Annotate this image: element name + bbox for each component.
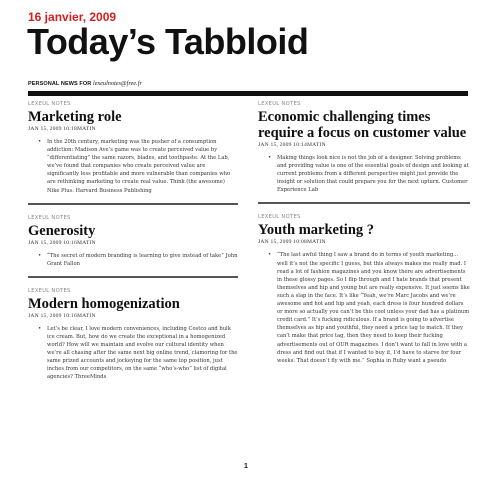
- article-date: JAN 15, 2009 10:16MATIN: [28, 312, 96, 319]
- article-modern-homogenization: [28, 288, 238, 382]
- bullet-icon: •: [268, 155, 272, 161]
- article-date: JAN 15, 2009 10:18MATIN: [28, 126, 96, 132]
- right-column: [258, 101, 470, 365]
- bullet-icon: •: [38, 325, 42, 332]
- article-divider: [258, 202, 470, 204]
- bullet-icon: •: [268, 252, 272, 259]
- article-source: LEXEUL NOTES: [258, 214, 301, 221]
- article-title[interactable]: Economic challenging times require a focus on customer value: [258, 109, 467, 141]
- issue-date: 16 janvier, 2009: [28, 10, 117, 24]
- article-body: [28, 325, 238, 382]
- article-text: “The last awful thing I saw a brand do in terms of youth marketing... well it’s not the specific I guess, but this always makes me really mad. I read a lot of fashion magazines and you know there are advertisements in these glossy pages. So I flip through and I hate brands that present themselves and hip and young but are really expensive. It just seems like such a slap in the face. It’s like “Yeah, we’re Marc Jacobs and we’re awesome and hot and hip and yeah, each dress is four hundred dollars or more so actually you can’t be this cool unless your dad has a platinum credit card.” It’s fucking ridiculous. If a brand is going to advertise themselves as hip and youthful, they need a price tag to match. If they can’t make that price tag, then they need to keep their fucking advertisements out of OUR magazines. I don’t want to fall in love with a dress and find out that if I wanted to buy it, I’d have to starve for four weeks. That doesn’t fly with me.” Sophia in Ruby want a pseudo: [277, 252, 470, 364]
- tabbloid-page: [28, 10, 468, 490]
- article-economic-challenging-times: [258, 101, 470, 194]
- article-source: LEXEUL NOTES: [258, 101, 301, 107]
- article-divider: [28, 203, 238, 205]
- article-text: “The secret of modern branding is learning to give instead of take” John Grant Fallon: [47, 252, 238, 267]
- masthead-title: Today’s Tabbloid: [27, 21, 309, 62]
- article-marketing-role: [28, 101, 238, 195]
- article-generosity: [28, 215, 238, 268]
- article-title[interactable]: Youth marketing ?: [258, 222, 375, 239]
- bullet-icon: •: [38, 252, 42, 259]
- article-text: In the 20th century, marketing was the pusher of a consumption addiction: Madison Ave’s game was to create perceived value by “differentiating” the same razors, blades, and toothpaste. At the Lab, we’ve found that companies who create perceived value are significantly less profitable and more vulnerable than companies who are rethinking marketing to create real value. Think (the awesome) Nike Plus. Harvard Business Publishing: [47, 139, 231, 194]
- article-body: [258, 154, 470, 194]
- article-body: [28, 252, 238, 268]
- byline-prefix: PERSONAL NEWS FOR: [28, 81, 92, 87]
- article-title[interactable]: Modern homogenization: [28, 295, 180, 312]
- article-text: Let’s be clear, I love modern conveniences, including Costco and bulk ice cream. But, how do we create the exceptional in a homogenized world? How will we maintain and evolve our cultural identity when we’re all chasing after the same next big online trend, clamoring for the same prized accounts and jockeying for the same top position, just inches from our competitors, on the same “who’s-who” list of digital agencies? ThreeMinds: [47, 325, 238, 381]
- article-source: LEXEUL NOTES: [28, 287, 71, 294]
- article-date: JAN 15, 2009 10:14MATIN: [258, 142, 326, 148]
- page-number: 1: [244, 463, 248, 470]
- article-divider: [28, 276, 238, 278]
- article-date: JAN 15, 2009 10:08MATIN: [258, 239, 326, 246]
- article-title[interactable]: Marketing role: [28, 109, 122, 125]
- article-title[interactable]: Generosity: [28, 222, 96, 239]
- article-text: Making things look nice is not the job of a designer. Solving problems and providing value is one of the essential goals of design and looking at current problems from a different perspective might just provide the insight or solution that could prepare you for the next upturn. Customer Experience Lab: [277, 155, 469, 194]
- byline: [28, 81, 142, 87]
- article-source: LEXEUL NOTES: [28, 214, 71, 221]
- article-source: LEXEUL NOTES: [28, 101, 71, 107]
- article-youth-marketing: [258, 214, 470, 364]
- bullet-icon: •: [38, 139, 42, 145]
- article-body: [28, 138, 238, 195]
- byline-email: lexeulnotes@free.fr: [92, 81, 142, 87]
- left-column: [28, 101, 238, 382]
- article-date: JAN 15, 2009 10:16MATIN: [28, 239, 96, 246]
- article-body: [258, 251, 470, 364]
- masthead-rule: [28, 91, 468, 96]
